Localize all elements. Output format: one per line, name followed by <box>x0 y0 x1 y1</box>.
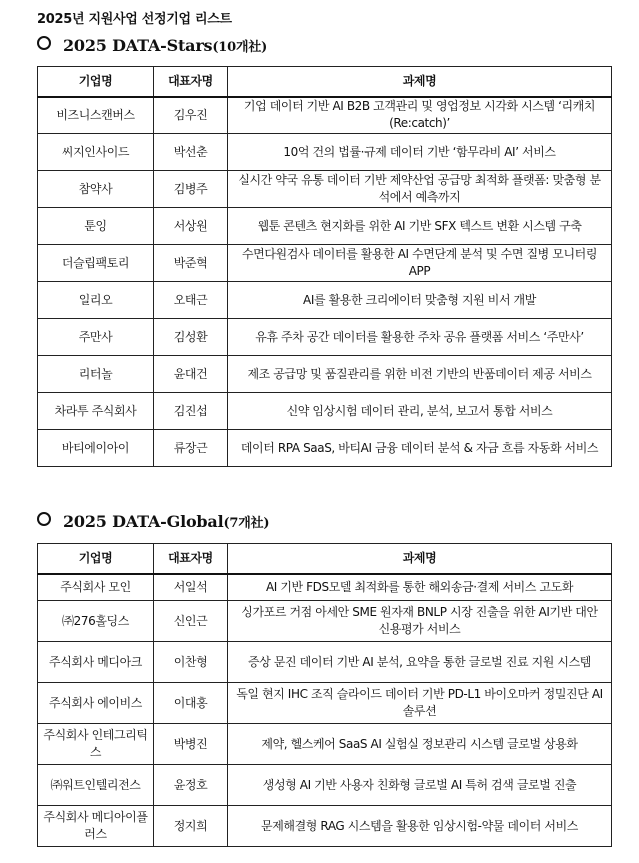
ceo-cell: 신인근 <box>154 601 228 642</box>
section-count: (7개社) <box>223 516 270 531</box>
company-cell: 주식회사 인테그리틱스 <box>38 724 154 765</box>
table-row <box>38 245 612 282</box>
task-cell: AI를 활용한 크리에이터 맞춤형 지원 비서 개발 <box>228 282 612 319</box>
task-cell: 제약, 헬스케어 SaaS AI 실험실 정보관리 시스템 글로벌 상용화 <box>228 724 612 765</box>
table-row <box>38 683 612 724</box>
ceo-cell: 박병진 <box>154 724 228 765</box>
task-cell: 10억 건의 법률·규제 데이터 기반 ‘함무라비 AI’ 서비스 <box>228 134 612 171</box>
header-ceo: 대표자명 <box>154 544 228 574</box>
ceo-cell: 김우진 <box>154 97 228 134</box>
task-cell: AI 기반 FDS모델 최적화를 통한 해외송금·결제 서비스 고도화 <box>228 574 612 601</box>
task-cell: 수면다원검사 데이터를 활용한 AI 수면단계 분석 및 수면 질병 모니터링 APP <box>228 245 612 282</box>
circle-bullet-icon <box>37 512 51 526</box>
company-cell: 툰잉 <box>38 208 154 245</box>
table-header-row <box>38 544 612 574</box>
table-row <box>38 134 612 171</box>
table-row <box>38 765 612 806</box>
table-row <box>38 806 612 847</box>
header-task: 과제명 <box>228 67 612 97</box>
table-row <box>38 356 612 393</box>
table-row <box>38 601 612 642</box>
company-cell: 주식회사 에이비스 <box>38 683 154 724</box>
company-cell: 주만사 <box>38 319 154 356</box>
table-row <box>38 171 612 208</box>
task-cell: 웹툰 콘텐츠 현지화를 위한 AI 기반 SFX 텍스트 변환 시스템 구축 <box>228 208 612 245</box>
ceo-cell: 이대홍 <box>154 683 228 724</box>
company-cell: 주식회사 메디아크 <box>38 642 154 683</box>
section-count: (10개社) <box>212 40 268 55</box>
company-cell: 차라투 주식회사 <box>38 393 154 430</box>
task-cell: 생성형 AI 기반 사용자 친화형 글로벌 AI 특허 검색 글로벌 진출 <box>228 765 612 806</box>
header-company: 기업명 <box>38 67 154 97</box>
circle-bullet-icon <box>37 36 51 50</box>
ceo-cell: 박준혁 <box>154 245 228 282</box>
task-cell: 문제해결형 RAG 시스템을 활용한 임상시험-약물 데이터 서비스 <box>228 806 612 847</box>
table-row <box>38 319 612 356</box>
table-row <box>38 97 612 134</box>
task-cell: 유휴 주차 공간 데이터를 활용한 주차 공유 플랫폼 서비스 ‘주만사’ <box>228 319 612 356</box>
company-cell: 비즈니스캔버스 <box>38 97 154 134</box>
table-row <box>38 393 612 430</box>
ceo-cell: 김성환 <box>154 319 228 356</box>
table-row <box>38 724 612 765</box>
company-cell: 일리오 <box>38 282 154 319</box>
header-task: 과제명 <box>228 544 612 574</box>
table-row <box>38 574 612 601</box>
company-cell: 주식회사 메디아이플러스 <box>38 806 154 847</box>
ceo-cell: 류장근 <box>154 430 228 467</box>
section-heading-global <box>37 512 269 531</box>
ceo-cell: 이찬형 <box>154 642 228 683</box>
task-cell: 기업 데이터 기반 AI B2B 고객관리 및 영업정보 시각화 시스템 ‘리캐치(Re:catch)’ <box>228 97 612 134</box>
company-cell: ㈜워트인텔리전스 <box>38 765 154 806</box>
company-cell: 주식회사 모인 <box>38 574 154 601</box>
page-title: 2025년 지원사업 선정기업 리스트 <box>37 12 232 27</box>
company-cell: 리터놀 <box>38 356 154 393</box>
section-name: 2025 DATA-Global <box>63 512 224 531</box>
task-cell: 실시간 약국 유통 데이터 기반 제약산업 공급망 최적화 플랫폼: 맞춤형 분석에서 예측까지 <box>228 171 612 208</box>
ceo-cell: 김병주 <box>154 171 228 208</box>
header-ceo: 대표자명 <box>154 67 228 97</box>
header-company: 기업명 <box>38 544 154 574</box>
ceo-cell: 김진섭 <box>154 393 228 430</box>
task-cell: 증상 문진 데이터 기반 AI 분석, 요약을 통한 글로벌 진료 지원 시스템 <box>228 642 612 683</box>
task-cell: 제조 공급망 및 품질관리를 위한 비전 기반의 반품데이터 제공 서비스 <box>228 356 612 393</box>
table-header-row <box>38 67 612 97</box>
table-row <box>38 208 612 245</box>
section-heading-stars <box>37 36 267 55</box>
table-row <box>38 282 612 319</box>
global-company-table <box>37 543 612 847</box>
ceo-cell: 서상원 <box>154 208 228 245</box>
company-cell: 바티에이아이 <box>38 430 154 467</box>
ceo-cell: 정지희 <box>154 806 228 847</box>
company-cell: 더슬립팩토리 <box>38 245 154 282</box>
stars-company-table <box>37 66 612 467</box>
ceo-cell: 윤대건 <box>154 356 228 393</box>
table-row <box>38 642 612 683</box>
ceo-cell: 오태근 <box>154 282 228 319</box>
ceo-cell: 박선춘 <box>154 134 228 171</box>
task-cell: 싱가포르 거점 아세안 SME 원자재 BNLP 시장 진출을 위한 AI기반 대안 신용평가 서비스 <box>228 601 612 642</box>
ceo-cell: 윤정호 <box>154 765 228 806</box>
task-cell: 독일 현지 IHC 조직 슬라이드 데이터 기반 PD-L1 바이오마커 정밀진단 AI 솔루션 <box>228 683 612 724</box>
company-cell: 참약사 <box>38 171 154 208</box>
ceo-cell: 서일석 <box>154 574 228 601</box>
task-cell: 데이터 RPA SaaS, 바티AI 금융 데이터 분석 & 자금 흐름 자동화 서비스 <box>228 430 612 467</box>
company-cell: 씨지인사이드 <box>38 134 154 171</box>
section-name: 2025 DATA-Stars <box>63 36 213 55</box>
table-row <box>38 430 612 467</box>
task-cell: 신약 임상시험 데이터 관리, 분석, 보고서 통합 서비스 <box>228 393 612 430</box>
company-cell: ㈜276홀딩스 <box>38 601 154 642</box>
